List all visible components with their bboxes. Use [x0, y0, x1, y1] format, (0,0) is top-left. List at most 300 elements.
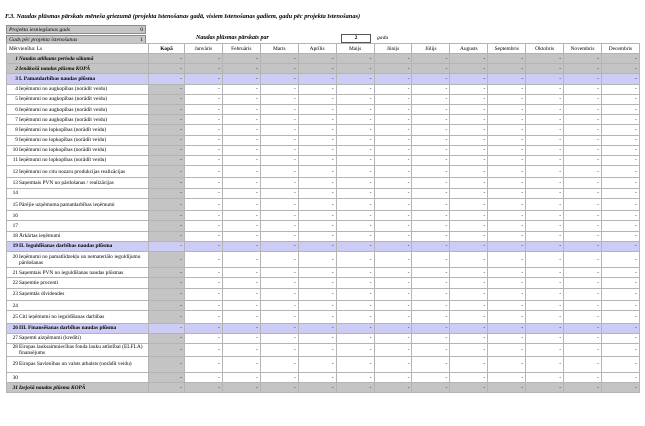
total-cell[interactable]: - — [149, 54, 185, 64]
month-value-cell[interactable]: - — [185, 198, 223, 210]
month-value-cell[interactable]: - — [564, 84, 602, 94]
month-value-cell[interactable]: - — [412, 323, 450, 333]
month-value-cell[interactable]: - — [336, 211, 374, 221]
month-value-cell[interactable]: - — [298, 94, 336, 104]
month-value-cell[interactable]: - — [488, 115, 526, 125]
month-value-cell[interactable]: - — [374, 145, 412, 155]
month-value-cell[interactable]: - — [336, 74, 374, 84]
row-label-cell[interactable] — [7, 84, 149, 94]
month-value-cell[interactable]: - — [526, 188, 564, 198]
month-value-cell[interactable]: - — [564, 356, 602, 372]
month-value-cell[interactable]: - — [526, 64, 564, 74]
month-value-cell[interactable]: - — [601, 74, 639, 84]
month-value-cell[interactable]: - — [298, 166, 336, 178]
row-label-cell[interactable] — [7, 145, 149, 155]
month-value-cell[interactable]: - — [298, 188, 336, 198]
month-value-cell[interactable]: - — [222, 231, 260, 241]
month-value-cell[interactable]: - — [450, 125, 488, 135]
month-value-cell[interactable]: - — [260, 241, 298, 251]
month-value-cell[interactable]: - — [488, 241, 526, 251]
month-value-cell[interactable]: - — [336, 94, 374, 104]
month-value-cell[interactable]: - — [564, 115, 602, 125]
month-value-cell[interactable]: - — [222, 211, 260, 221]
month-value-cell[interactable]: - — [601, 94, 639, 104]
month-value-cell[interactable]: - — [488, 188, 526, 198]
row-label-cell[interactable] — [7, 178, 149, 188]
total-cell[interactable]: - — [149, 84, 185, 94]
info-value[interactable]: 1 — [140, 37, 143, 43]
row-label-cell[interactable] — [7, 94, 149, 104]
month-value-cell[interactable]: - — [260, 373, 298, 383]
total-cell[interactable]: - — [149, 383, 185, 393]
month-value-cell[interactable]: - — [450, 241, 488, 251]
month-value-cell[interactable]: - — [260, 356, 298, 372]
month-value-cell[interactable]: - — [336, 268, 374, 278]
month-value-cell[interactable]: - — [374, 300, 412, 310]
month-value-cell[interactable]: - — [374, 356, 412, 372]
month-value-cell[interactable]: - — [185, 300, 223, 310]
month-value-cell[interactable]: - — [222, 178, 260, 188]
month-value-cell[interactable]: - — [526, 135, 564, 145]
month-value-cell[interactable]: - — [450, 231, 488, 241]
month-value-cell[interactable]: - — [488, 300, 526, 310]
month-value-cell[interactable]: - — [185, 84, 223, 94]
month-value-cell[interactable]: - — [374, 211, 412, 221]
month-value-cell[interactable]: - — [336, 383, 374, 393]
row-label-cell[interactable] — [7, 288, 149, 300]
month-value-cell[interactable]: - — [374, 268, 412, 278]
month-value-cell[interactable]: - — [298, 198, 336, 210]
month-value-cell[interactable]: - — [374, 278, 412, 288]
month-value-cell[interactable]: - — [450, 288, 488, 300]
month-value-cell[interactable]: - — [412, 300, 450, 310]
month-value-cell[interactable]: - — [450, 74, 488, 84]
month-value-cell[interactable]: - — [601, 268, 639, 278]
month-value-cell[interactable]: - — [298, 373, 336, 383]
month-value-cell[interactable]: - — [450, 64, 488, 74]
month-value-cell[interactable]: - — [526, 383, 564, 393]
month-value-cell[interactable]: - — [222, 373, 260, 383]
month-value-cell[interactable]: - — [260, 135, 298, 145]
month-value-cell[interactable]: - — [185, 288, 223, 300]
month-value-cell[interactable]: - — [260, 84, 298, 94]
month-value-cell[interactable]: - — [185, 311, 223, 323]
month-value-cell[interactable]: - — [412, 145, 450, 155]
month-value-cell[interactable]: - — [488, 94, 526, 104]
month-value-cell[interactable]: - — [601, 115, 639, 125]
month-value-cell[interactable]: - — [222, 166, 260, 178]
month-value-cell[interactable]: - — [601, 104, 639, 114]
month-value-cell[interactable]: - — [601, 155, 639, 165]
month-value-cell[interactable]: - — [374, 311, 412, 323]
row-label-cell[interactable] — [7, 104, 149, 114]
month-value-cell[interactable]: - — [260, 311, 298, 323]
month-value-cell[interactable]: - — [450, 251, 488, 267]
month-value-cell[interactable]: - — [450, 278, 488, 288]
total-cell[interactable]: - — [149, 188, 185, 198]
month-value-cell[interactable]: - — [336, 356, 374, 372]
month-value-cell[interactable]: - — [601, 221, 639, 231]
month-value-cell[interactable]: - — [526, 94, 564, 104]
month-value-cell[interactable]: - — [412, 231, 450, 241]
total-cell[interactable]: - — [149, 343, 185, 356]
month-value-cell[interactable]: - — [336, 333, 374, 343]
month-value-cell[interactable]: - — [185, 383, 223, 393]
month-value-cell[interactable]: - — [564, 74, 602, 84]
month-value-cell[interactable]: - — [526, 166, 564, 178]
month-value-cell[interactable]: - — [601, 333, 639, 343]
month-value-cell[interactable]: - — [526, 288, 564, 300]
month-value-cell[interactable]: - — [488, 166, 526, 178]
month-value-cell[interactable]: - — [526, 231, 564, 241]
month-value-cell[interactable]: - — [298, 311, 336, 323]
row-label-cell[interactable] — [7, 333, 149, 343]
month-value-cell[interactable]: - — [601, 373, 639, 383]
month-value-cell[interactable]: - — [374, 166, 412, 178]
month-value-cell[interactable]: - — [601, 300, 639, 310]
month-value-cell[interactable]: - — [374, 178, 412, 188]
month-value-cell[interactable]: - — [185, 211, 223, 221]
month-value-cell[interactable]: - — [185, 135, 223, 145]
month-value-cell[interactable]: - — [374, 135, 412, 145]
month-value-cell[interactable]: - — [222, 343, 260, 356]
month-value-cell[interactable]: - — [601, 343, 639, 356]
month-value-cell[interactable]: - — [412, 115, 450, 125]
month-value-cell[interactable]: - — [298, 333, 336, 343]
month-value-cell[interactable]: - — [222, 64, 260, 74]
month-value-cell[interactable]: - — [222, 251, 260, 267]
month-value-cell[interactable]: - — [374, 231, 412, 241]
month-value-cell[interactable]: - — [374, 323, 412, 333]
month-value-cell[interactable]: - — [526, 241, 564, 251]
row-label-cell[interactable] — [7, 373, 149, 383]
month-value-cell[interactable]: - — [222, 241, 260, 251]
month-value-cell[interactable]: - — [526, 268, 564, 278]
month-value-cell[interactable]: - — [412, 343, 450, 356]
month-value-cell[interactable]: - — [336, 278, 374, 288]
month-value-cell[interactable]: - — [374, 64, 412, 74]
month-value-cell[interactable]: - — [185, 94, 223, 104]
row-label-cell[interactable] — [7, 221, 149, 231]
month-value-cell[interactable]: - — [222, 125, 260, 135]
month-value-cell[interactable]: - — [526, 333, 564, 343]
month-value-cell[interactable]: - — [374, 115, 412, 125]
month-value-cell[interactable]: - — [488, 54, 526, 64]
month-value-cell[interactable]: - — [412, 84, 450, 94]
row-label-cell[interactable] — [7, 188, 149, 198]
month-value-cell[interactable]: - — [185, 104, 223, 114]
month-value-cell[interactable]: - — [298, 323, 336, 333]
month-value-cell[interactable]: - — [488, 333, 526, 343]
month-value-cell[interactable]: - — [298, 343, 336, 356]
month-value-cell[interactable]: - — [450, 115, 488, 125]
month-value-cell[interactable]: - — [601, 356, 639, 372]
month-value-cell[interactable]: - — [374, 251, 412, 267]
month-value-cell[interactable]: - — [412, 178, 450, 188]
month-value-cell[interactable]: - — [260, 188, 298, 198]
month-value-cell[interactable]: - — [564, 145, 602, 155]
month-value-cell[interactable]: - — [526, 373, 564, 383]
total-cell[interactable]: - — [149, 178, 185, 188]
month-value-cell[interactable]: - — [601, 178, 639, 188]
total-cell[interactable]: - — [149, 198, 185, 210]
month-value-cell[interactable]: - — [298, 145, 336, 155]
month-value-cell[interactable]: - — [564, 323, 602, 333]
month-value-cell[interactable]: - — [222, 115, 260, 125]
month-value-cell[interactable]: - — [450, 323, 488, 333]
month-value-cell[interactable]: - — [412, 356, 450, 372]
total-cell[interactable]: - — [149, 145, 185, 155]
month-value-cell[interactable]: - — [601, 198, 639, 210]
month-value-cell[interactable]: - — [336, 155, 374, 165]
month-value-cell[interactable]: - — [564, 278, 602, 288]
month-value-cell[interactable]: - — [185, 373, 223, 383]
month-value-cell[interactable]: - — [185, 115, 223, 125]
month-value-cell[interactable]: - — [298, 251, 336, 267]
total-cell[interactable]: - — [149, 64, 185, 74]
month-value-cell[interactable]: - — [601, 64, 639, 74]
month-value-cell[interactable]: - — [185, 323, 223, 333]
month-value-cell[interactable]: - — [564, 155, 602, 165]
row-label-cell[interactable] — [7, 278, 149, 288]
month-value-cell[interactable]: - — [374, 221, 412, 231]
total-cell[interactable]: - — [149, 115, 185, 125]
month-value-cell[interactable]: - — [488, 373, 526, 383]
month-value-cell[interactable]: - — [298, 278, 336, 288]
month-value-cell[interactable]: - — [222, 135, 260, 145]
total-cell[interactable]: - — [149, 74, 185, 84]
month-value-cell[interactable]: - — [564, 135, 602, 145]
month-value-cell[interactable]: - — [185, 268, 223, 278]
month-value-cell[interactable]: - — [564, 383, 602, 393]
month-value-cell[interactable]: - — [298, 84, 336, 94]
month-value-cell[interactable]: - — [412, 373, 450, 383]
month-value-cell[interactable]: - — [488, 104, 526, 114]
month-value-cell[interactable]: - — [222, 155, 260, 165]
month-value-cell[interactable]: - — [488, 356, 526, 372]
month-value-cell[interactable]: - — [450, 383, 488, 393]
month-value-cell[interactable]: - — [526, 211, 564, 221]
month-value-cell[interactable]: - — [450, 343, 488, 356]
month-value-cell[interactable]: - — [488, 211, 526, 221]
month-value-cell[interactable]: - — [185, 64, 223, 74]
month-value-cell[interactable]: - — [260, 288, 298, 300]
month-value-cell[interactable]: - — [336, 166, 374, 178]
total-cell[interactable]: - — [149, 268, 185, 278]
month-value-cell[interactable]: - — [412, 64, 450, 74]
month-value-cell[interactable]: - — [336, 373, 374, 383]
month-value-cell[interactable]: - — [412, 251, 450, 267]
month-value-cell[interactable]: - — [374, 84, 412, 94]
month-value-cell[interactable]: - — [526, 115, 564, 125]
month-value-cell[interactable]: - — [260, 231, 298, 241]
month-value-cell[interactable]: - — [564, 178, 602, 188]
row-label-cell[interactable] — [7, 155, 149, 165]
month-value-cell[interactable]: - — [260, 333, 298, 343]
month-value-cell[interactable]: - — [412, 155, 450, 165]
month-value-cell[interactable]: - — [374, 241, 412, 251]
month-value-cell[interactable]: - — [336, 125, 374, 135]
month-value-cell[interactable]: - — [564, 288, 602, 300]
month-value-cell[interactable]: - — [412, 74, 450, 84]
month-value-cell[interactable]: - — [298, 115, 336, 125]
month-value-cell[interactable]: - — [564, 198, 602, 210]
total-cell[interactable]: - — [149, 155, 185, 165]
month-value-cell[interactable]: - — [185, 333, 223, 343]
month-value-cell[interactable]: - — [260, 300, 298, 310]
month-value-cell[interactable]: - — [374, 373, 412, 383]
month-value-cell[interactable]: - — [564, 311, 602, 323]
month-value-cell[interactable]: - — [336, 104, 374, 114]
month-value-cell[interactable]: - — [222, 84, 260, 94]
month-value-cell[interactable]: - — [374, 343, 412, 356]
month-value-cell[interactable]: - — [526, 300, 564, 310]
month-value-cell[interactable]: - — [260, 323, 298, 333]
month-value-cell[interactable]: - — [526, 104, 564, 114]
month-value-cell[interactable]: - — [601, 125, 639, 135]
month-value-cell[interactable]: - — [412, 188, 450, 198]
month-value-cell[interactable]: - — [260, 278, 298, 288]
month-value-cell[interactable]: - — [185, 125, 223, 135]
row-label-cell[interactable] — [7, 231, 149, 241]
row-label-cell[interactable] — [7, 211, 149, 221]
month-value-cell[interactable]: - — [488, 64, 526, 74]
row-label-cell[interactable] — [7, 125, 149, 135]
month-value-cell[interactable]: - — [564, 343, 602, 356]
month-value-cell[interactable]: - — [374, 94, 412, 104]
month-value-cell[interactable]: - — [260, 115, 298, 125]
month-value-cell[interactable]: - — [298, 104, 336, 114]
month-value-cell[interactable]: - — [185, 74, 223, 84]
month-value-cell[interactable]: - — [488, 198, 526, 210]
total-cell[interactable]: - — [149, 323, 185, 333]
row-label-cell[interactable] — [7, 356, 149, 372]
total-cell[interactable]: - — [149, 135, 185, 145]
month-value-cell[interactable]: - — [222, 198, 260, 210]
month-value-cell[interactable]: - — [526, 54, 564, 64]
month-value-cell[interactable]: - — [222, 104, 260, 114]
month-value-cell[interactable]: - — [488, 278, 526, 288]
row-label-cell[interactable] — [7, 166, 149, 178]
month-value-cell[interactable]: - — [488, 84, 526, 94]
month-value-cell[interactable]: - — [222, 278, 260, 288]
row-label-cell[interactable] — [7, 311, 149, 323]
month-value-cell[interactable]: - — [374, 188, 412, 198]
month-value-cell[interactable]: - — [412, 94, 450, 104]
total-cell[interactable]: - — [149, 231, 185, 241]
row-label-cell[interactable] — [7, 300, 149, 310]
month-value-cell[interactable]: - — [374, 74, 412, 84]
month-value-cell[interactable]: - — [336, 343, 374, 356]
month-value-cell[interactable]: - — [222, 74, 260, 84]
month-value-cell[interactable]: - — [450, 84, 488, 94]
month-value-cell[interactable]: - — [260, 155, 298, 165]
period-year-input[interactable]: 2 — [341, 34, 371, 43]
month-value-cell[interactable]: - — [260, 268, 298, 278]
month-value-cell[interactable]: - — [564, 268, 602, 278]
month-value-cell[interactable]: - — [488, 74, 526, 84]
month-value-cell[interactable]: - — [526, 221, 564, 231]
row-label-cell[interactable] — [7, 251, 149, 267]
month-value-cell[interactable]: - — [526, 145, 564, 155]
month-value-cell[interactable]: - — [185, 278, 223, 288]
month-value-cell[interactable]: - — [298, 231, 336, 241]
month-value-cell[interactable]: - — [336, 145, 374, 155]
month-value-cell[interactable]: - — [374, 155, 412, 165]
total-cell[interactable]: - — [149, 251, 185, 267]
month-value-cell[interactable]: - — [564, 333, 602, 343]
month-value-cell[interactable]: - — [298, 54, 336, 64]
row-label-cell[interactable] — [7, 241, 149, 251]
month-value-cell[interactable]: - — [260, 104, 298, 114]
month-value-cell[interactable]: - — [601, 383, 639, 393]
total-cell[interactable]: - — [149, 125, 185, 135]
month-value-cell[interactable]: - — [450, 356, 488, 372]
month-value-cell[interactable]: - — [601, 166, 639, 178]
month-value-cell[interactable]: - — [298, 356, 336, 372]
month-value-cell[interactable]: - — [488, 288, 526, 300]
month-value-cell[interactable]: - — [185, 231, 223, 241]
month-value-cell[interactable]: - — [564, 94, 602, 104]
month-value-cell[interactable]: - — [185, 188, 223, 198]
total-cell[interactable]: - — [149, 278, 185, 288]
total-cell[interactable]: - — [149, 221, 185, 231]
month-value-cell[interactable]: - — [450, 188, 488, 198]
month-value-cell[interactable]: - — [222, 288, 260, 300]
month-value-cell[interactable]: - — [336, 135, 374, 145]
month-value-cell[interactable]: - — [336, 178, 374, 188]
total-cell[interactable]: - — [149, 373, 185, 383]
month-value-cell[interactable]: - — [412, 125, 450, 135]
month-value-cell[interactable]: - — [601, 211, 639, 221]
month-value-cell[interactable]: - — [336, 54, 374, 64]
month-value-cell[interactable]: - — [336, 64, 374, 74]
month-value-cell[interactable]: - — [564, 251, 602, 267]
month-value-cell[interactable]: - — [412, 211, 450, 221]
month-value-cell[interactable]: - — [298, 241, 336, 251]
total-cell[interactable]: - — [149, 104, 185, 114]
month-value-cell[interactable]: - — [488, 145, 526, 155]
month-value-cell[interactable]: - — [185, 166, 223, 178]
month-value-cell[interactable]: - — [185, 155, 223, 165]
month-value-cell[interactable]: - — [488, 268, 526, 278]
month-value-cell[interactable]: - — [601, 288, 639, 300]
total-cell[interactable]: - — [149, 356, 185, 372]
month-value-cell[interactable]: - — [450, 54, 488, 64]
month-value-cell[interactable]: - — [488, 125, 526, 135]
month-value-cell[interactable]: - — [412, 54, 450, 64]
month-value-cell[interactable]: - — [526, 311, 564, 323]
month-value-cell[interactable]: - — [185, 54, 223, 64]
month-value-cell[interactable]: - — [564, 373, 602, 383]
month-value-cell[interactable]: - — [450, 373, 488, 383]
total-cell[interactable]: - — [149, 300, 185, 310]
month-value-cell[interactable]: - — [260, 178, 298, 188]
month-value-cell[interactable]: - — [526, 178, 564, 188]
info-value[interactable]: 0 — [140, 27, 143, 33]
month-value-cell[interactable]: - — [298, 135, 336, 145]
month-value-cell[interactable]: - — [526, 323, 564, 333]
total-cell[interactable]: - — [149, 241, 185, 251]
month-value-cell[interactable]: - — [260, 251, 298, 267]
total-cell[interactable]: - — [149, 288, 185, 300]
row-label-cell[interactable] — [7, 198, 149, 210]
month-value-cell[interactable]: - — [412, 166, 450, 178]
month-value-cell[interactable]: - — [298, 125, 336, 135]
month-value-cell[interactable]: - — [336, 288, 374, 300]
project-submission-year-cell[interactable] — [6, 25, 146, 34]
month-value-cell[interactable]: - — [488, 251, 526, 267]
